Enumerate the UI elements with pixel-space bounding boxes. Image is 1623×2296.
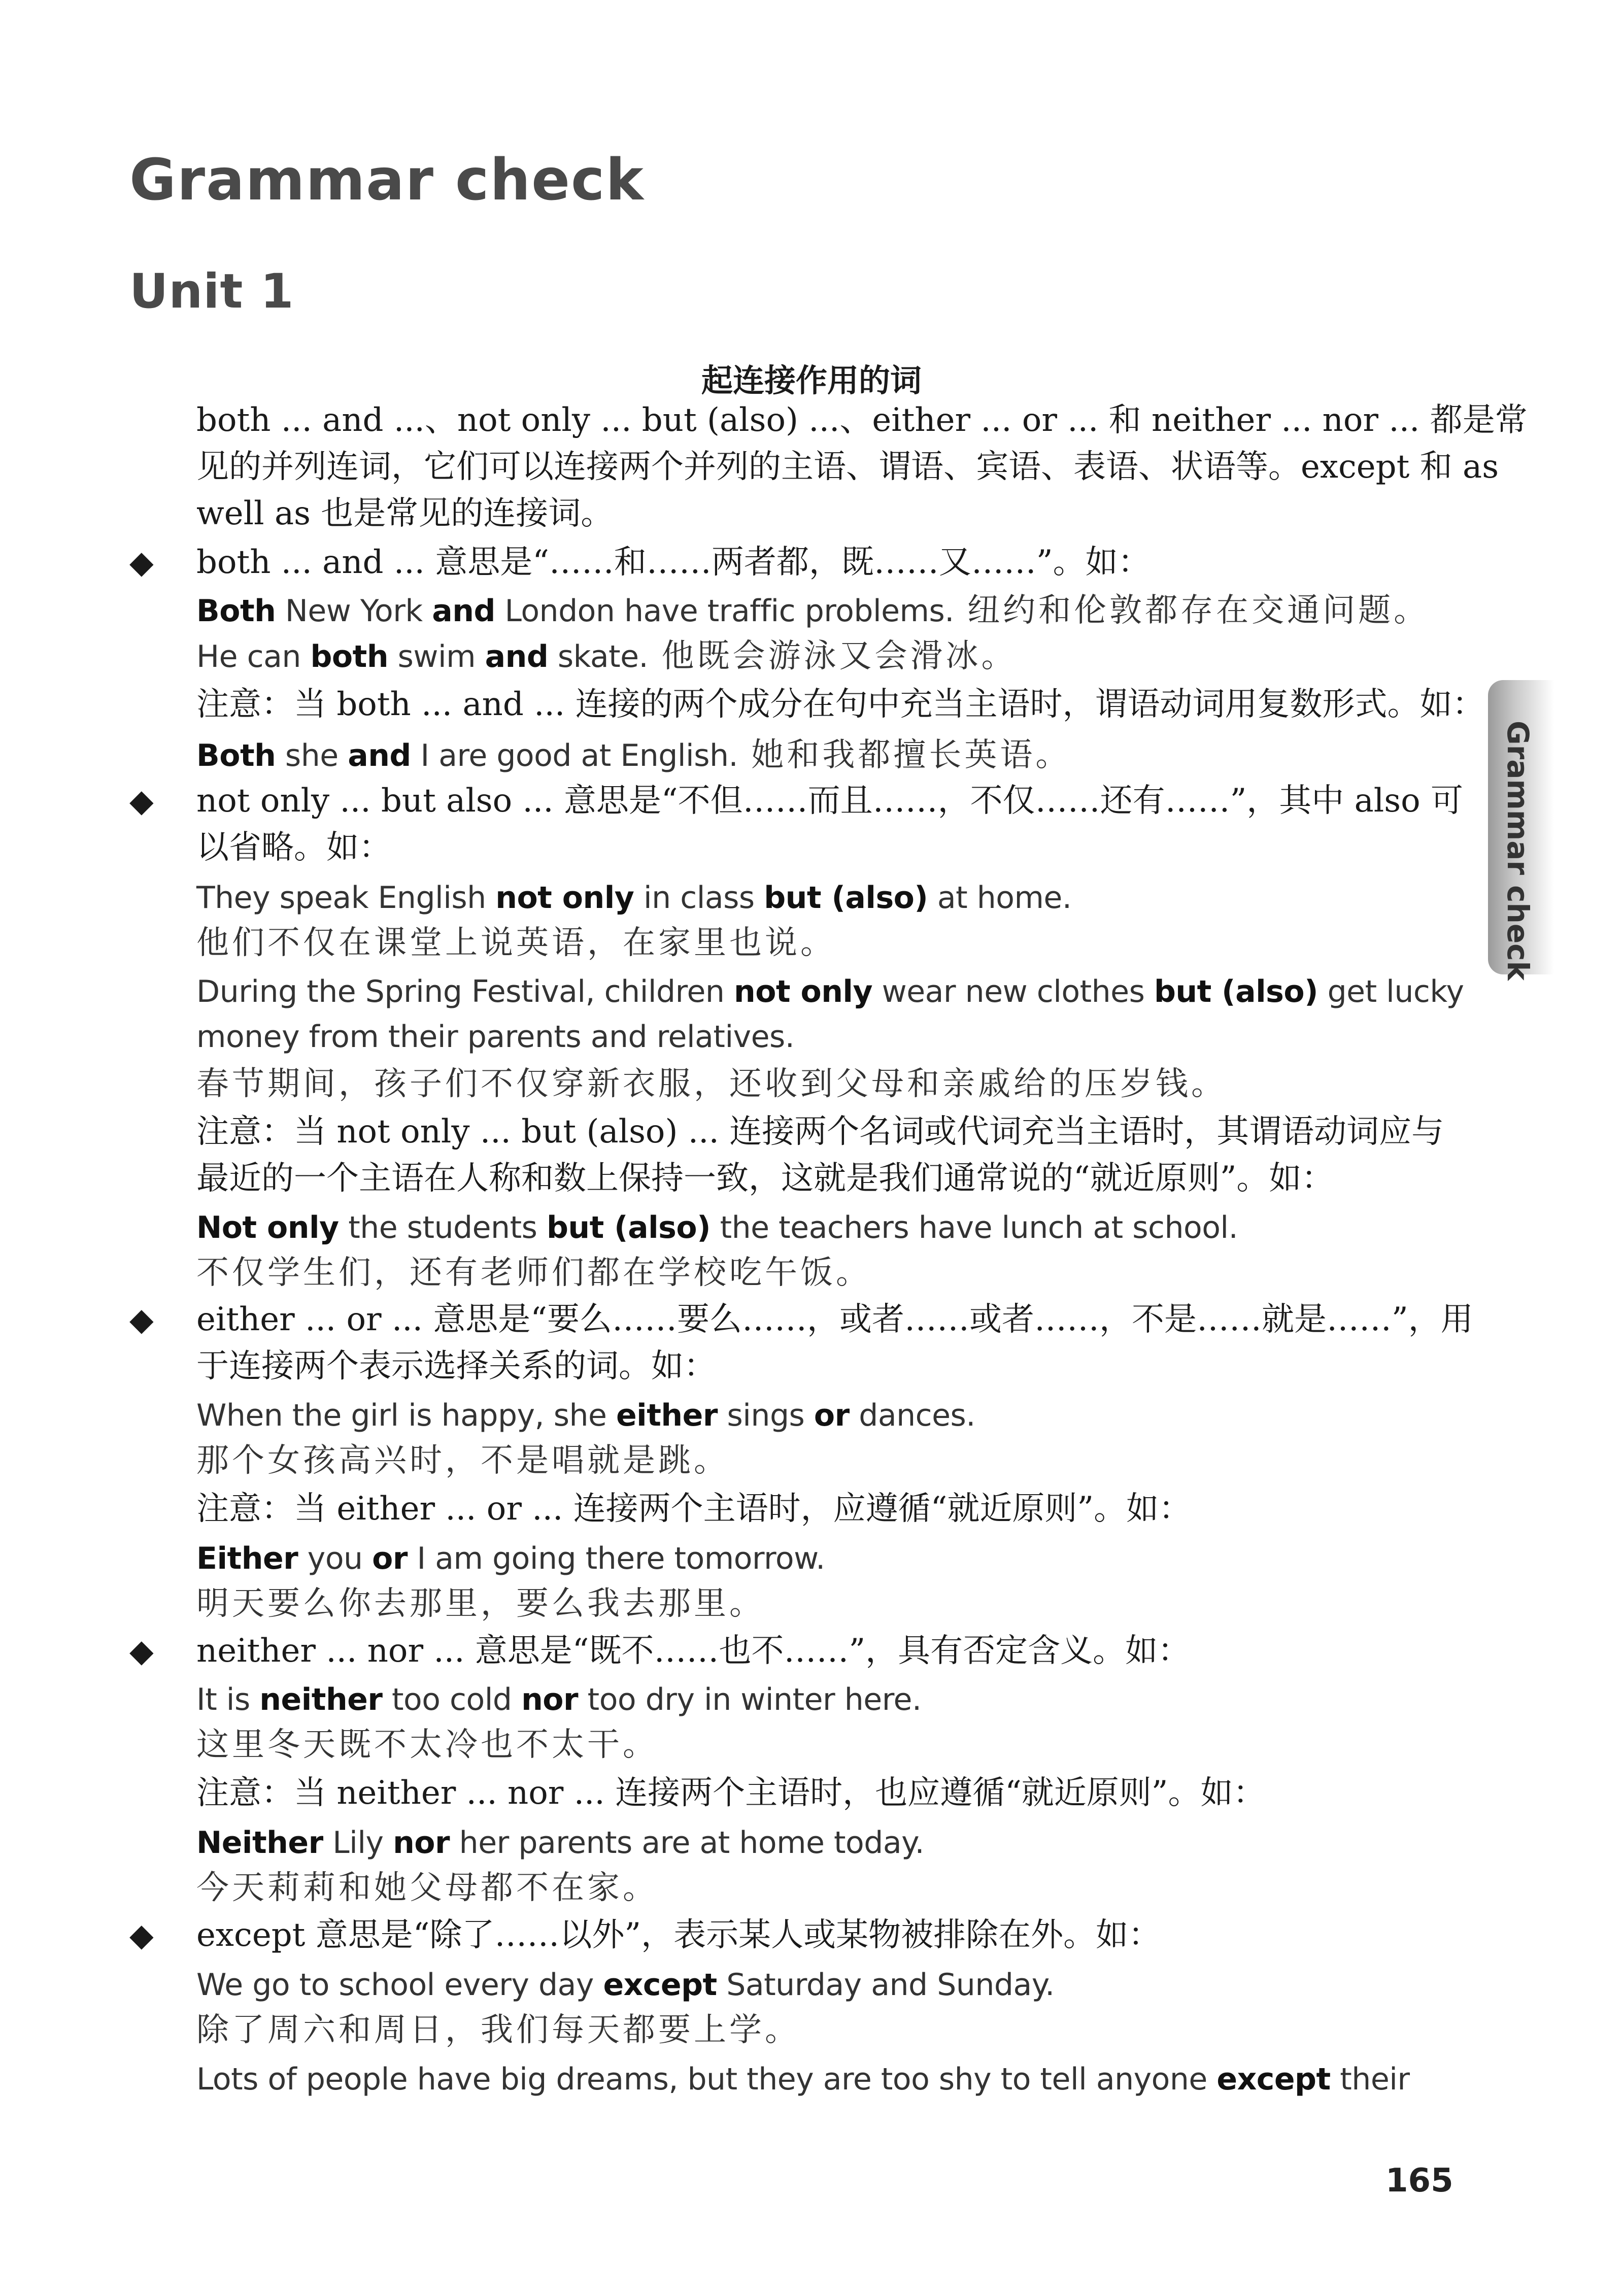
example-sentence: During the Spring Festival, children not only wear new clothes but (also) get lucky	[196, 974, 1464, 1009]
note-text: 注意：当 either ... or ... 连接两个主语时，应遵循“就近原则”。如：	[196, 1490, 1192, 1528]
example-sentence: money from their parents and relatives.	[196, 1019, 795, 1055]
example-translation: 春节期间，孩子们不仅穿新衣服，还收到父母和亲戚给的压岁钱。	[196, 1065, 1227, 1103]
intro-line: well as 也是常见的连接词。	[196, 495, 614, 532]
note-text: 最近的一个主语在人称和数上保持一致，这就是我们通常说的“就近原则”。如：	[196, 1160, 1334, 1197]
unit-heading: Unit 1	[129, 264, 294, 319]
example-translation: 他们不仅在课堂上说英语，在家里也说。	[196, 924, 836, 962]
section-title: 起连接作用的词	[701, 362, 922, 399]
example-sentence: Lots of people have big dreams, but they are too shy to tell anyone except their	[196, 2062, 1410, 2097]
side-tab-label-wrap	[1490, 721, 1550, 981]
item-heading: except 意思是“除了……以外”，表示某人或某物被排除在外。如：	[196, 1916, 1161, 1954]
example-sentence: They speak English not only in class but (also) at home.	[196, 880, 1072, 916]
note-text: 注意：当 both ... and ... 连接的两个成分在句中充当主语时，谓语动词用复数形式。如：	[196, 686, 1485, 723]
example-sentence: Neither Lily nor her parents are at home today.	[196, 1825, 925, 1861]
note-text: 注意：当 not only ... but (also) ... 连接两个名词或代词充当主语时，其谓语动词应与	[196, 1113, 1444, 1151]
example-sentence: It is neither too cold nor too dry in winter here.	[196, 1682, 922, 1717]
example-sentence: Both New York and London have traffic problems. 纽约和伦敦都存在交通问题。	[196, 592, 1430, 629]
item-heading: not only ... but also ... 意思是“不但……而且……，不仅……还有……”，其中 also 可	[196, 782, 1463, 820]
intro-line: 见的并列连词，它们可以连接两个并列的主语、谓语、宾语、表语、状语等。except 和 as	[196, 448, 1499, 486]
page-number: 165	[1385, 2162, 1453, 2200]
example-translation: 今天莉莉和她父母都不在家。	[196, 1869, 658, 1907]
example-translation: 那个女孩高兴时，不是唱就是跳。	[196, 1442, 729, 1479]
example-sentence: Not only the students but (also) the teachers have lunch at school.	[196, 1210, 1238, 1245]
example-sentence: When the girl is happy, she either sings or dances.	[196, 1398, 975, 1433]
example-translation: 不仅学生们，还有老师们都在学校吃午饭。	[196, 1254, 871, 1292]
intro-line: both ... and ...、not only ... but (also) ...、either ... or ... 和 neither ... nor ... 都是常	[196, 401, 1528, 439]
example-sentence: Either you or I am going there tomorrow.	[196, 1541, 825, 1576]
item-heading: neither ... nor ... 意思是“既不……也不……”，具有否定含义。如：	[196, 1632, 1191, 1670]
example-translation: 这里冬天既不太冷也不太干。	[196, 1726, 658, 1764]
example-sentence: Both she and I are good at English. 她和我都擅长英语。	[196, 736, 1071, 774]
item-heading: 以省略。如：	[196, 829, 391, 866]
example-translation: 除了周六和周日，我们每天都要上学。	[196, 2011, 800, 2049]
example-sentence: He can both swim and skate. 他既会游泳又会滑冰。	[196, 637, 1017, 675]
side-tab-label: Grammar check	[1501, 721, 1535, 981]
diamond-bullet-icon: ◆	[129, 1916, 154, 1953]
diamond-bullet-icon: ◆	[129, 782, 154, 819]
example-sentence: We go to school every day except Saturday and Sunday.	[196, 1967, 1055, 2003]
item-heading: 于连接两个表示选择关系的词。如：	[196, 1347, 716, 1385]
note-text: 注意：当 neither ... nor ... 连接两个主语时，也应遵循“就近原则”。如：	[196, 1774, 1266, 1812]
diamond-bullet-icon: ◆	[129, 544, 154, 581]
item-heading: both ... and ... 意思是“……和……两者都，既……又……”。如：	[196, 544, 1151, 581]
example-translation: 明天要么你去那里，要么我去那里。	[196, 1585, 765, 1623]
page-title: Grammar check	[129, 147, 645, 213]
diamond-bullet-icon: ◆	[129, 1632, 154, 1669]
item-heading: either ... or ... 意思是“要么……要么……，或者……或者……，不是……就是……”，用	[196, 1301, 1473, 1338]
diamond-bullet-icon: ◆	[129, 1301, 154, 1338]
